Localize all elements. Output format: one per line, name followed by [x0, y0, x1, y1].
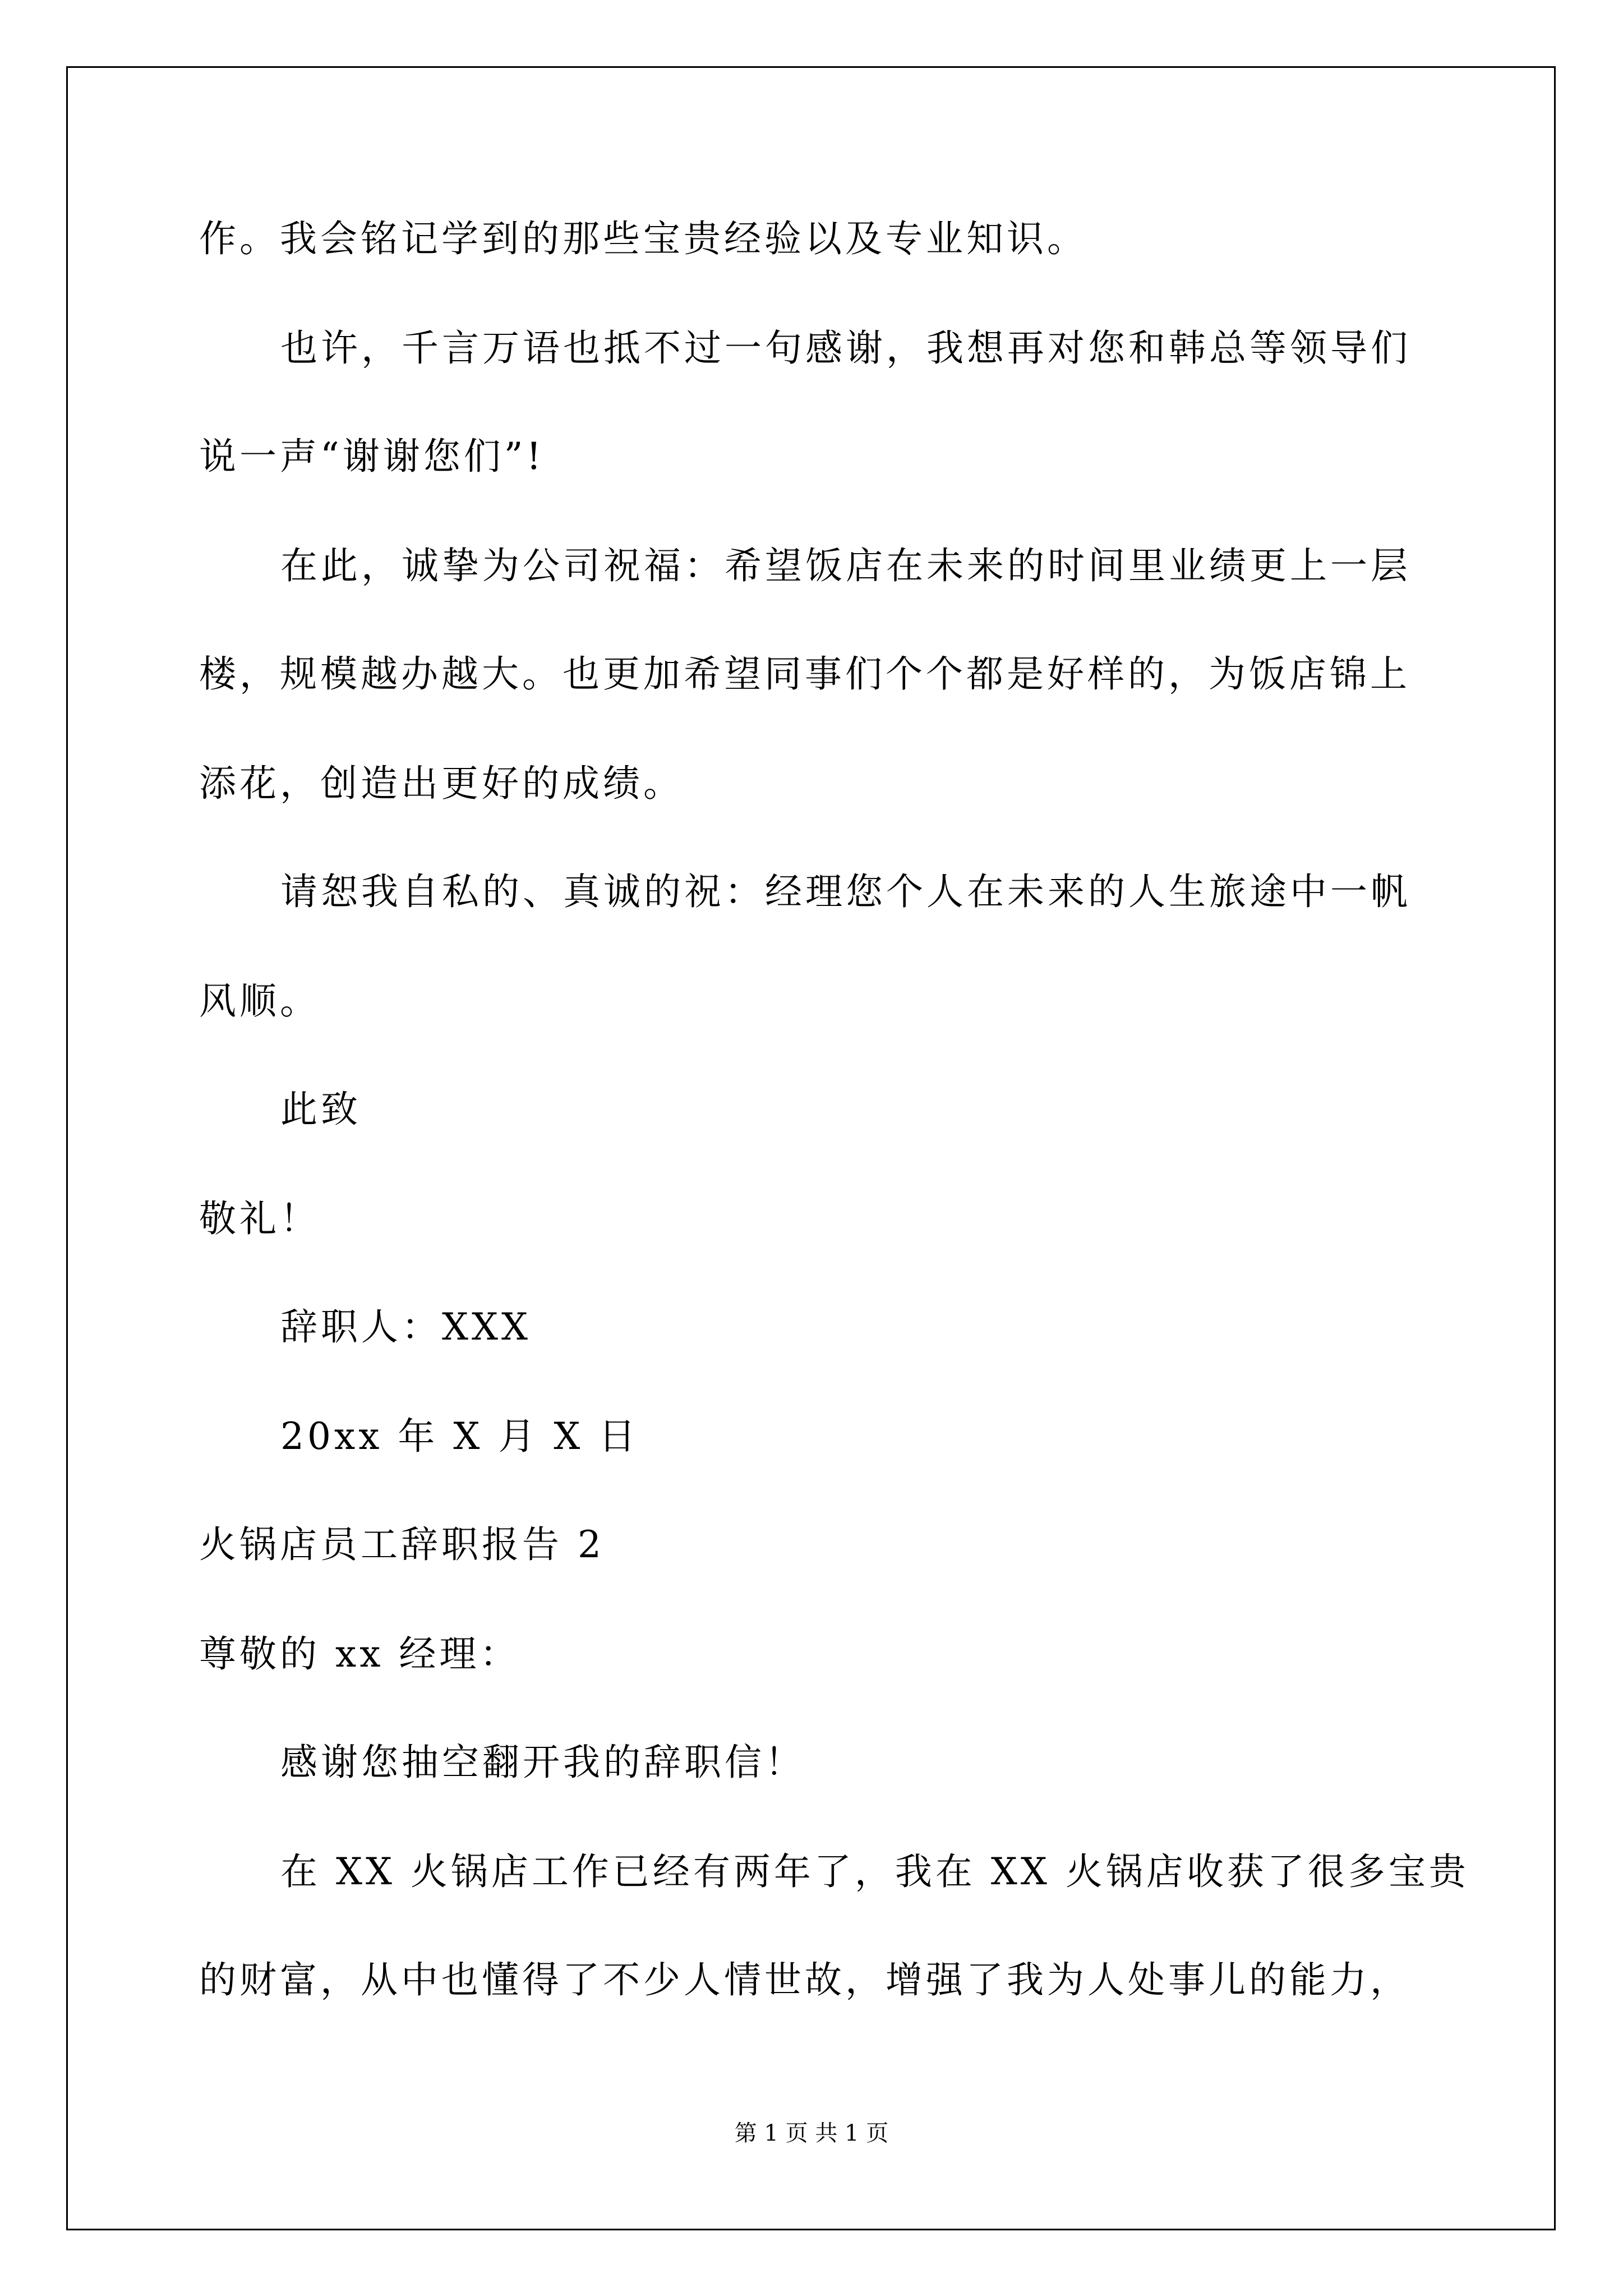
signature-line: 辞职人：XXX	[280, 1305, 531, 1349]
section-title: 火锅店员工辞职报告 2	[199, 1523, 605, 1566]
text-line-6: 添花，创造出更好的成绩。	[199, 762, 684, 805]
page-border	[66, 66, 1556, 2230]
text-line-16: 在 XX 火锅店工作已经有两年了，我在 XX 火锅店收获了很多宝贵	[280, 1850, 1469, 1893]
text-line-2: 也许，千言万语也抵不过一句感谢，我想再对您和韩总等领导们	[280, 326, 1411, 370]
text-line-17: 的财富，从中也懂得了不少人情世故，增强了我为人处事儿的能力，	[199, 1958, 1410, 2001]
text-line-4: 在此，诚挚为公司祝福：希望饭店在未来的时间里业绩更上一层	[280, 544, 1411, 587]
text-line-15: 感谢您抽空翻开我的辞职信！	[280, 1741, 805, 1784]
text-line-5: 楼，规模越办越大。也更加希望同事们个个都是好样的，为饭店锦上	[199, 652, 1410, 696]
text-line-8: 风顺。	[199, 979, 320, 1023]
text-line-1: 作。我会铭记学到的那些宝贵经验以及专业知识。	[199, 217, 1087, 260]
salutation-closing: 敬礼！	[199, 1197, 320, 1240]
text-line-7: 请恕我自私的、真诚的祝：经理您个人在未来的人生旅途中一帆	[280, 870, 1411, 913]
closing-phrase: 此致	[280, 1088, 361, 1131]
page-footer: 第 1 页 共 1 页	[734, 2120, 889, 2146]
date-line: 20xx 年 X 月 X 日	[280, 1415, 639, 1458]
greeting-line: 尊敬的 xx 经理：	[199, 1632, 520, 1676]
text-line-3: 说一声“谢谢您们”!	[199, 435, 545, 478]
